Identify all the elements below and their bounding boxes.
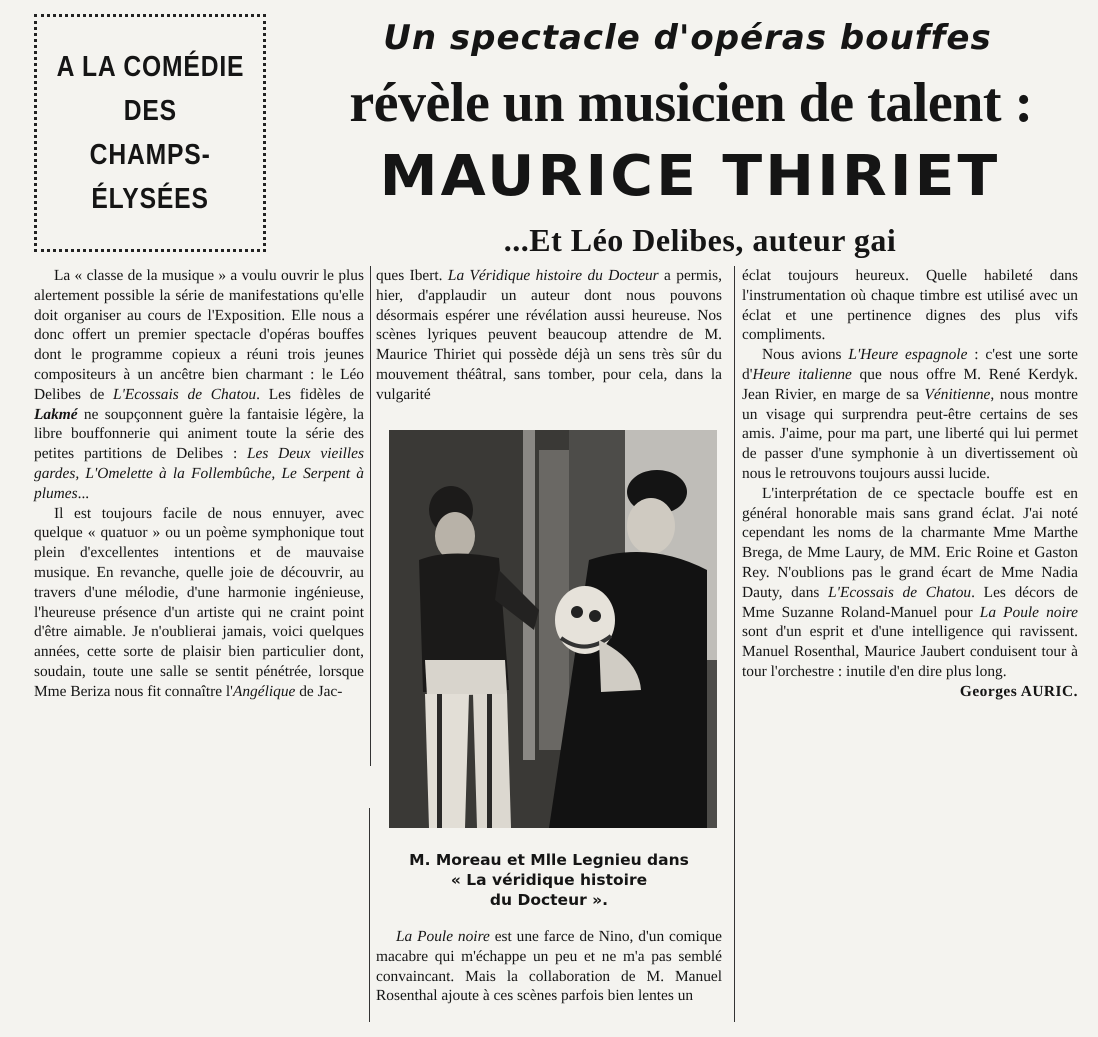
article-column-2-continued bbox=[376, 927, 722, 1006]
headline-name: MAURICE THIRIET bbox=[379, 144, 1001, 209]
paragraph: L'interprétation de ce spectacle bouffe est en général honorable mais sans grand éclat. J'ai noté cependant les noms de la charmante Mme Marthe Brega, de Mme Laury, de MM. Eric Roine et Gaston Rey. N'oublions pas le grand écart de Mme Nadia Dauty, dans L'Ecossais de Chatou. Les décors de Mme Suzanne Roland-Manuel pour La Poule noire sont d'un esprit et d'une intelligence qui ravissent. Manuel Rosenthal, Maurice Jaubert conduisent tour à tour l'orchestre : inutile d'en dire plus long. bbox=[742, 484, 1079, 680]
headline-main: révèle un musicien de talent : bbox=[349, 72, 1033, 134]
article-column-2 bbox=[376, 266, 722, 405]
paragraph: Nous avions L'Heure espagnole : c'est une sorte d'Heure italienne que nous offre M. René Kerdyk. Jean Rivier, en marge de sa Vénitienne, nous montre un visage qui surprendra peut-être certains de ses amis. J'aime, pour ma part, une liberté qui lui permet de passer d'une symphonie à un divertissement où nous le retrouvons toujours aussi lucide. bbox=[742, 346, 1079, 482]
paragraph: Il est toujours facile de nous ennuyer, avec quelque « quatuor » ou un poème symphonique tout plein d'excellentes intentions et de mauvaise musique. En revanche, quelle joie de découvrir, au travers d'une mélodie, d'une harmonie ingénieuse, l'heureuse présence d'un artiste qui ne craint point d'être aimable. Je n'oublierai jamais, voici quelques années, cette sorte de plaisir bien particulier dont, soudain, toute une salle se sentit pénétrée, lorsque Mme Beriza nous fit connaître l'Angélique de Jac- bbox=[34, 504, 364, 700]
photo-caption: M. Moreau et Mlle Legnieu dans « La véridique histoire du Docteur ». bbox=[409, 851, 689, 909]
kicker-line-1: A LA COMÉDIE bbox=[56, 51, 244, 83]
photo-image bbox=[389, 430, 717, 828]
headline-overline: Un spectacle d'opéras bouffes bbox=[383, 18, 992, 58]
paragraph: La « classe de la musique » a voulu ouvrir le plus alertement possible la série de manifestations qu'elle doit organiser au cours de l'Exposition. Elle nous a donc offert un premier spectacle d'opéras bouffes dont le programme copieux a réuni trois jeunes compositeurs à un ancêtre bien charmant : le Léo Delibes de L'Ecossais de Chatou. Les fidèles de Lakmé ne soupçonnent guère la fantaisie légère, la libre bouffonnerie qui animent toute la série des petites partitions de Delibes : Les Deux vieilles gardes, L'Omelette à la Follembûche, Le Serpent à plumes... bbox=[34, 267, 364, 502]
paragraph: éclat toujours heureux. Quelle habileté dans l'instrumentation où chaque timbre est utilisé avec un éclat et une pertinence dignes des plus vifs compliments. bbox=[742, 267, 1078, 344]
section-kicker-box bbox=[34, 14, 266, 252]
photo-actors bbox=[389, 430, 717, 828]
paragraph: ques Ibert. La Véridique histoire du Docteur a permis, hier, d'applaudir un auteur dont nous pouvons désormais espérer une révélation aussi heureuse. Nos scènes lyriques peuvent beaucoup attendre de M. Maurice Thiriet qui possède déjà un sens très sûr du mouvement théâtral, sans tomber, pour cela, dans la vulgarité bbox=[376, 267, 722, 403]
kicker-line-3: CHAMPS- bbox=[89, 139, 211, 171]
article-column-1 bbox=[34, 266, 364, 702]
column-rule bbox=[369, 808, 370, 1022]
author-signature: Georges AURIC. bbox=[959, 682, 1078, 700]
kicker-line-2: DES bbox=[123, 95, 177, 127]
article-column-3 bbox=[742, 266, 1078, 702]
headline-subtitle: ...Et Léo Delibes, auteur gai bbox=[503, 222, 897, 258]
column-rule bbox=[370, 266, 371, 766]
paragraph: La Poule noire est une farce de Nino, d'un comique macabre qui m'échappe un peu et ne m'a pas semblé convaincant. Mais la collaboration de M. Manuel Rosenthal ajoute à ces scènes parfois bien lentes un bbox=[376, 928, 723, 1005]
kicker-line-4: ÉLYSÉES bbox=[91, 183, 209, 215]
column-rule bbox=[734, 266, 735, 1022]
